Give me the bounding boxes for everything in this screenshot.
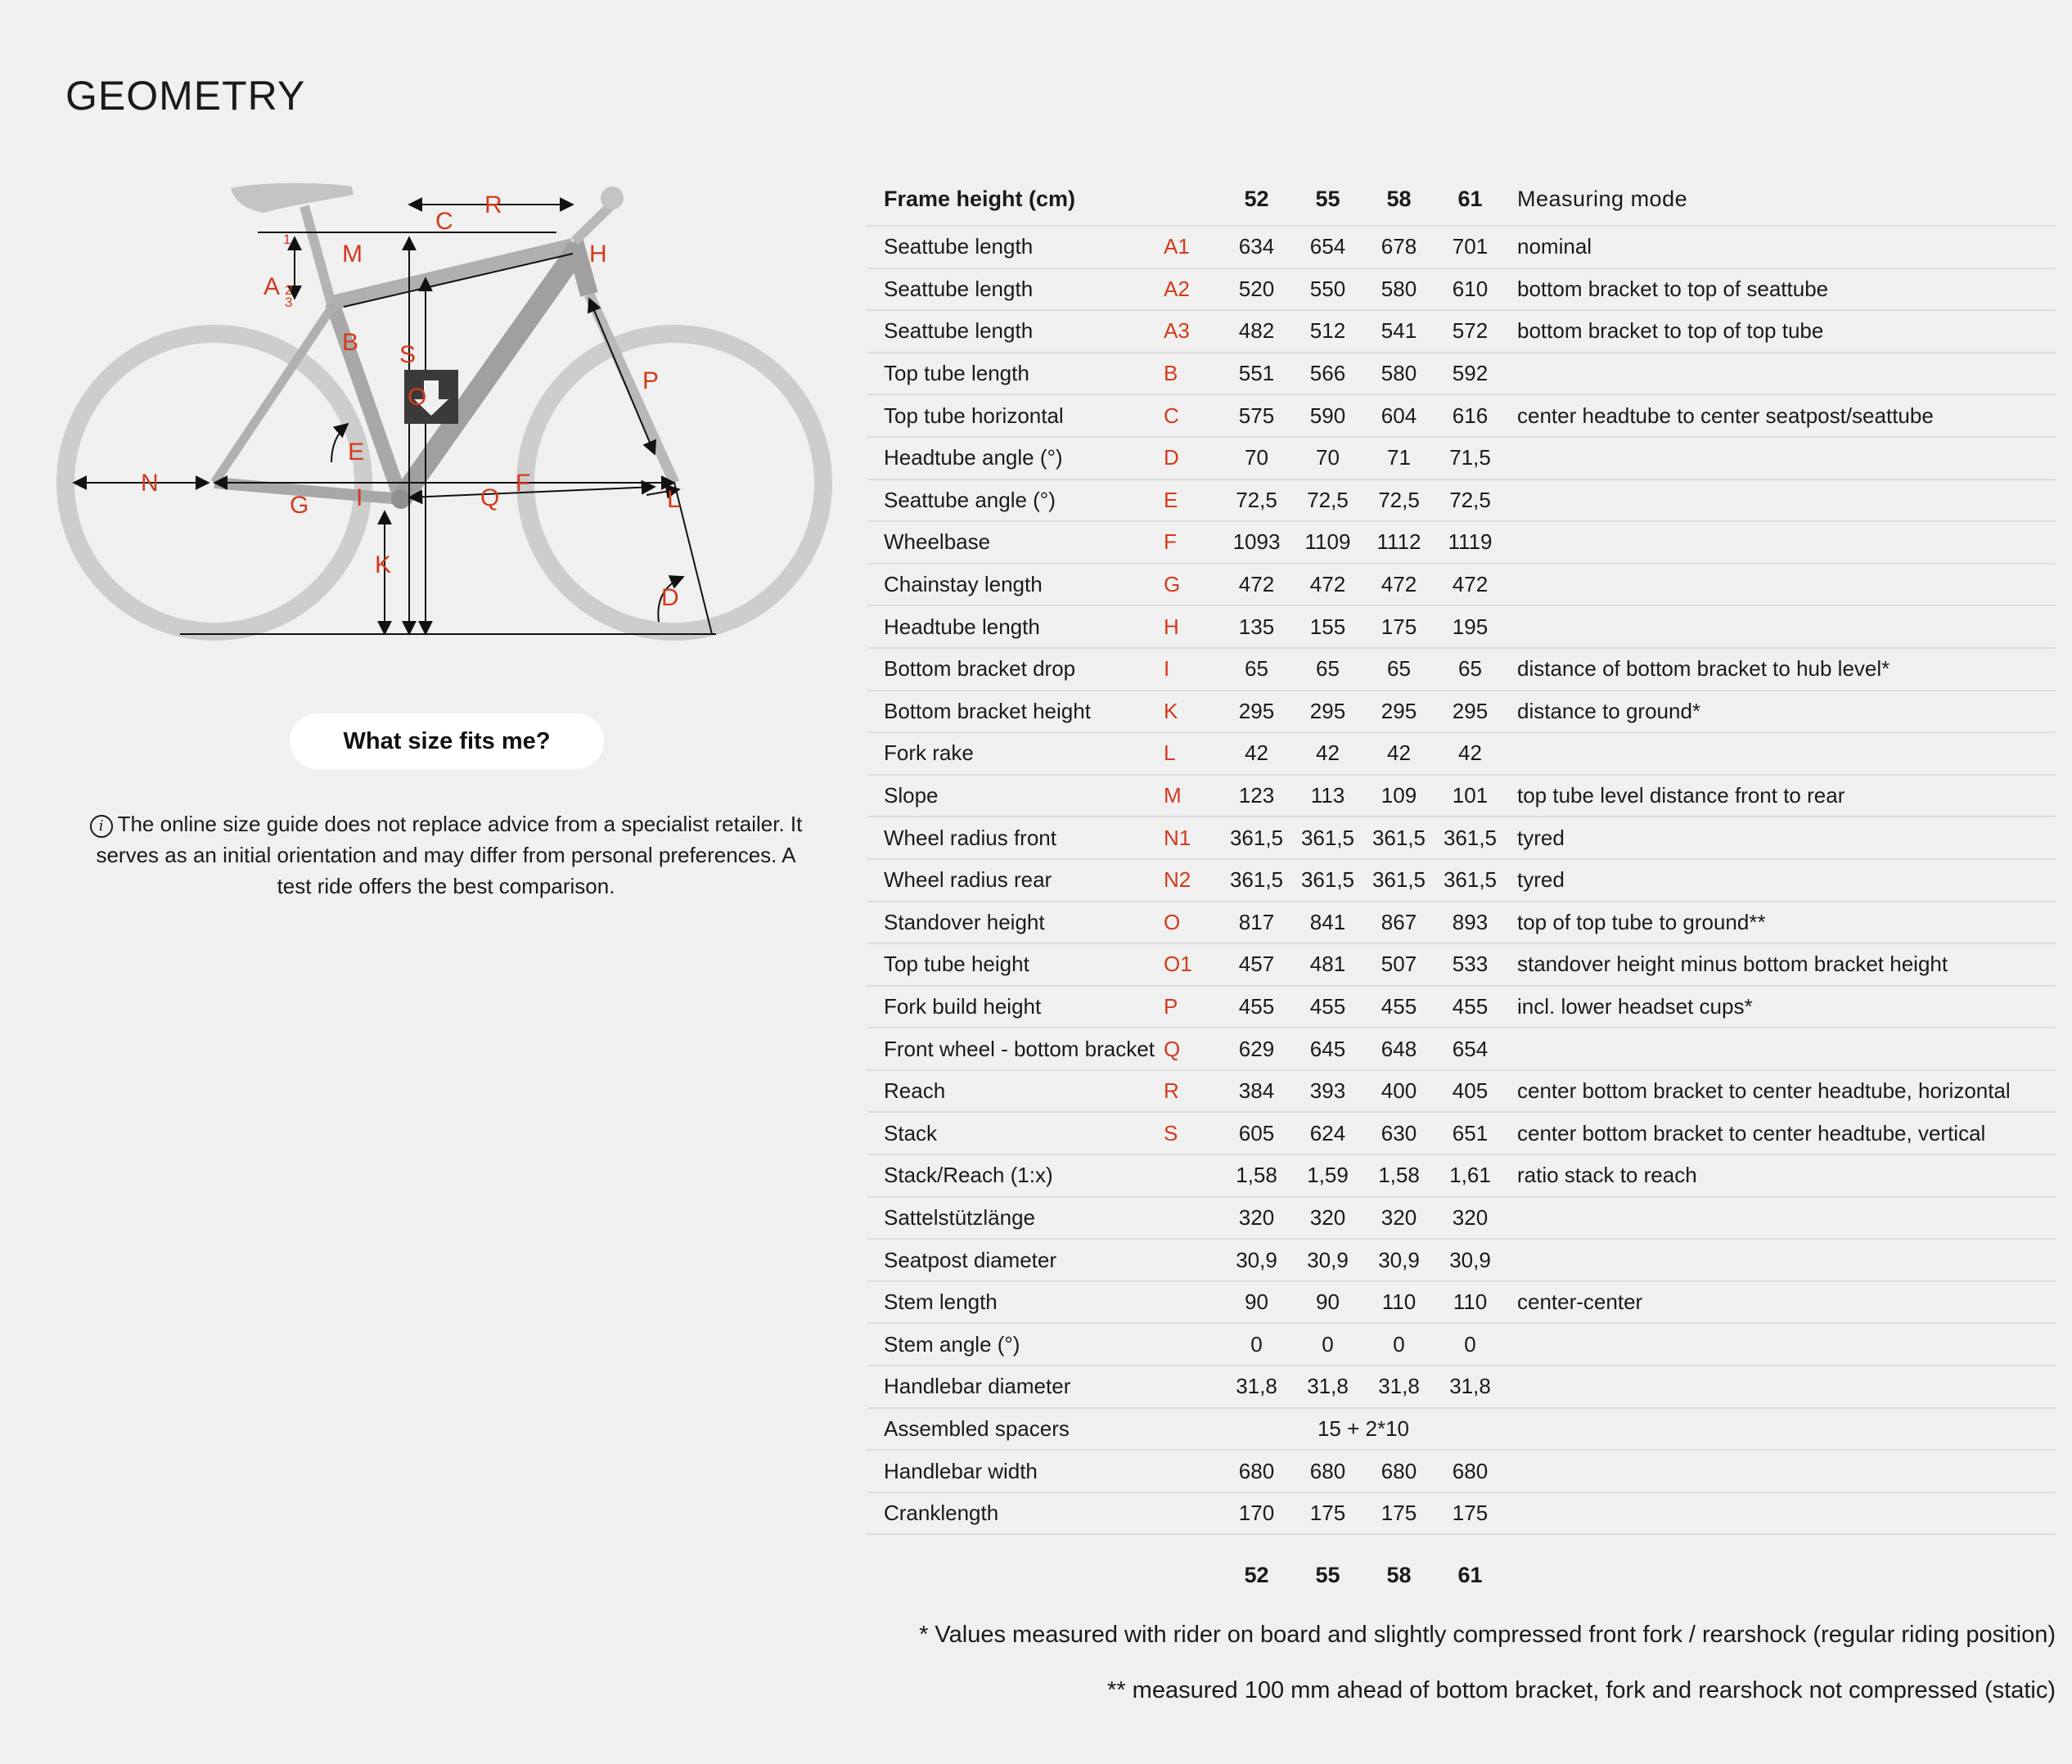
row-value: 0	[1393, 1331, 1405, 1357]
table-row	[867, 564, 2056, 606]
label-g: G	[290, 492, 309, 519]
table-row	[867, 1281, 2056, 1324]
row-value: 30,9	[1307, 1247, 1349, 1272]
row-code	[1164, 1154, 1221, 1197]
footnote-single-asterisk: * Values measured with rider on board and slightly compressed front fork / rearshock (regular riding position)	[919, 1622, 2056, 1648]
row-value: 575	[1238, 403, 1275, 428]
saddle	[231, 183, 354, 213]
row-label: Top tube horizontal	[884, 403, 1064, 428]
row-value: 72,5	[1307, 487, 1349, 512]
row-code: F	[1164, 529, 1177, 555]
row-value: 361,5	[1300, 825, 1355, 850]
size-footer: 58	[1386, 1563, 1412, 1588]
row-label: Stack/Reach (1:x)	[884, 1163, 1053, 1188]
row-value: 841	[1309, 909, 1346, 934]
label-p: P	[642, 367, 660, 394]
table-row	[867, 1197, 2056, 1240]
row-value: 361,5	[1372, 867, 1426, 893]
row-value: 65	[1387, 656, 1411, 682]
label-l: L	[667, 486, 681, 513]
row-code	[1164, 1408, 1221, 1451]
row-measuring-mode	[1506, 1408, 2056, 1451]
row-value: 1093	[1232, 529, 1281, 555]
row-measuring-mode	[1506, 1239, 2056, 1281]
row-value: 70	[1316, 445, 1340, 470]
row-value: 616	[1452, 403, 1489, 428]
row-label: Fork build height	[884, 993, 1042, 1019]
table-row	[867, 1450, 2056, 1492]
row-value: 566	[1309, 361, 1346, 386]
row-value: 1109	[1304, 529, 1351, 555]
row-value: 295	[1452, 698, 1489, 723]
label-a-sub2: 2	[285, 282, 293, 298]
row-measuring-mode: bottom bracket to top of seattube	[1517, 276, 1829, 301]
row-value: 170	[1238, 1501, 1275, 1526]
row-code: Q	[1164, 1036, 1181, 1061]
table-row	[867, 437, 2056, 479]
row-measuring-mode: top tube level distance front to rear	[1517, 783, 1845, 808]
row-value: 31,8	[1449, 1374, 1491, 1399]
row-value: 361,5	[1300, 867, 1355, 893]
row-code: S	[1164, 1120, 1178, 1145]
row-value: 605	[1238, 1120, 1275, 1145]
row-value: 175	[1452, 1501, 1489, 1526]
row-measuring-mode	[1506, 1197, 2056, 1240]
table-row	[867, 732, 2056, 775]
row-label: Slope	[884, 783, 939, 808]
row-code	[1164, 1197, 1221, 1240]
row-label: Reach	[884, 1078, 946, 1104]
row-value: 320	[1452, 1204, 1489, 1230]
row-label: Bottom bracket height	[884, 698, 1091, 723]
row-label: Assembled spacers	[884, 1415, 1070, 1441]
size-header: 52	[1244, 187, 1269, 211]
row-value: 42	[1245, 740, 1268, 766]
label-a: A	[264, 273, 281, 300]
row-value: 0	[1464, 1331, 1476, 1357]
row-value: 481	[1309, 952, 1346, 977]
row-value: 457	[1238, 952, 1275, 977]
table-row	[867, 394, 2056, 437]
row-value: 295	[1238, 698, 1275, 723]
row-code: L	[1164, 740, 1176, 766]
row-value: 320	[1381, 1204, 1417, 1230]
table-row	[867, 1070, 2056, 1113]
row-label: Top tube length	[884, 361, 1029, 386]
row-value: 195	[1452, 614, 1489, 639]
label-m: M	[342, 241, 363, 268]
row-value: 135	[1238, 614, 1275, 639]
row-value: 110	[1381, 1289, 1417, 1315]
row-value: 654	[1452, 1036, 1489, 1061]
label-o: O	[408, 384, 427, 411]
size-header: 55	[1315, 187, 1340, 211]
row-measuring-mode	[1506, 605, 2056, 648]
row-value: 512	[1309, 318, 1346, 344]
row-code: H	[1164, 614, 1179, 639]
table-row	[867, 1239, 2056, 1281]
handlebar	[601, 187, 624, 209]
row-label: Stack	[884, 1120, 938, 1145]
row-value: 551	[1238, 361, 1275, 386]
row-measuring-mode: nominal	[1517, 234, 1592, 259]
row-value: 654	[1309, 234, 1346, 259]
headtube	[574, 241, 589, 295]
row-value: 507	[1381, 952, 1417, 977]
row-label: Bottom bracket drop	[884, 656, 1076, 682]
row-value: 1119	[1448, 529, 1493, 555]
row-value: 580	[1381, 361, 1417, 386]
row-value: 110	[1453, 1289, 1488, 1315]
table-row	[867, 521, 2056, 564]
table-row	[867, 1323, 2056, 1366]
row-value: 1,59	[1307, 1163, 1349, 1188]
row-code: N1	[1164, 825, 1191, 850]
row-measuring-mode	[1506, 732, 2056, 775]
row-code: R	[1164, 1078, 1179, 1104]
table-row	[867, 605, 2056, 648]
row-label: Cranklength	[884, 1501, 999, 1526]
bottom-bracket	[391, 489, 411, 509]
row-value: 71,5	[1449, 445, 1491, 470]
row-value: 295	[1381, 698, 1417, 723]
row-value: 680	[1309, 1458, 1346, 1483]
row-value: 30,9	[1236, 1247, 1277, 1272]
row-code: P	[1164, 993, 1178, 1019]
row-value: 155	[1309, 614, 1346, 639]
row-value: 123	[1238, 783, 1275, 808]
code-header	[1164, 173, 1221, 226]
label-h: H	[589, 241, 607, 268]
row-value: 320	[1238, 1204, 1275, 1230]
row-value: 541	[1381, 318, 1417, 344]
row-measuring-mode	[1506, 353, 2056, 395]
disclaimer-text: The online size guide does not replace advice from a specialist retailer. It serves as an initial orientation and may differ from personal preferences. A test ride offers the best comparison.	[96, 812, 803, 898]
row-measuring-mode: distance of bottom bracket to hub level*	[1517, 656, 1890, 682]
row-label: Stem angle (°)	[884, 1331, 1020, 1357]
table-row	[867, 1112, 2056, 1154]
label-r: R	[484, 191, 502, 218]
label-a-sub1: 1	[283, 232, 291, 247]
row-value: 590	[1309, 403, 1346, 428]
row-label: Chainstay length	[884, 572, 1043, 597]
row-measuring-mode	[1506, 437, 2056, 479]
row-value: 295	[1309, 698, 1346, 723]
label-d: D	[661, 584, 679, 611]
row-value: 0	[1250, 1331, 1263, 1357]
row-value: 678	[1381, 234, 1417, 259]
row-label: Front wheel - bottom bracket	[884, 1036, 1155, 1061]
row-measuring-mode: ratio stack to reach	[1517, 1163, 1697, 1188]
row-code: C	[1164, 403, 1179, 428]
row-value: 65	[1245, 656, 1268, 682]
label-s: S	[399, 341, 417, 368]
row-label: Sattelstützlänge	[884, 1204, 1036, 1230]
row-code	[1164, 1323, 1221, 1366]
row-value: 455	[1238, 993, 1275, 1019]
row-measuring-mode: tyred	[1517, 867, 1565, 893]
row-measuring-mode	[1506, 1492, 2056, 1535]
row-value: 482	[1238, 318, 1275, 344]
row-measuring-mode	[1506, 1028, 2056, 1070]
size-footer: 55	[1315, 1563, 1340, 1588]
row-value: 65	[1458, 656, 1482, 682]
row-value: 520	[1238, 276, 1275, 301]
row-value: 72,5	[1236, 487, 1277, 512]
table-row	[867, 1408, 2056, 1451]
size-footer: 61	[1457, 1563, 1483, 1588]
row-value: 680	[1452, 1458, 1489, 1483]
row-value: 361,5	[1372, 825, 1426, 850]
row-value: 472	[1309, 572, 1346, 597]
row-value: 72,5	[1449, 487, 1491, 512]
row-value: 113	[1310, 783, 1345, 808]
row-value: 580	[1381, 276, 1417, 301]
row-code: I	[1164, 656, 1170, 682]
row-value: 472	[1238, 572, 1275, 597]
row-code: A1	[1164, 234, 1190, 259]
row-label: Top tube height	[884, 952, 1029, 977]
row-value: 629	[1238, 1036, 1275, 1061]
row-code: K	[1164, 698, 1178, 723]
row-label: Seattube angle (°)	[884, 487, 1056, 512]
label-c: C	[435, 208, 453, 235]
size-finder-button[interactable]: What size fits me?	[290, 713, 604, 769]
row-value: 1,58	[1236, 1163, 1277, 1188]
label-i: I	[356, 484, 363, 511]
row-code: A2	[1164, 276, 1190, 301]
row-value: 15 + 2*10	[1317, 1415, 1410, 1441]
row-code	[1164, 1239, 1221, 1281]
row-measuring-mode: center headtube to center seatpost/seattube	[1517, 403, 1934, 428]
row-value: 65	[1316, 656, 1340, 682]
row-measuring-mode	[1506, 564, 2056, 606]
row-label: Headtube length	[884, 614, 1040, 639]
row-value: 701	[1452, 234, 1489, 259]
row-value: 648	[1381, 1036, 1417, 1061]
row-value: 624	[1309, 1120, 1346, 1145]
table-row	[867, 268, 2056, 311]
row-label: Standover height	[884, 909, 1045, 934]
row-measuring-mode: standover height minus bottom bracket height	[1517, 952, 1948, 977]
row-value: 72,5	[1378, 487, 1420, 512]
row-code: G	[1164, 572, 1181, 597]
dimension-labels	[141, 191, 681, 611]
row-measuring-mode: tyred	[1517, 825, 1565, 850]
row-value: 31,8	[1236, 1374, 1277, 1399]
info-icon: i	[90, 815, 113, 838]
row-value: 610	[1452, 276, 1489, 301]
row-label: Seatpost diameter	[884, 1247, 1057, 1272]
row-value: 680	[1238, 1458, 1275, 1483]
row-value: 604	[1381, 403, 1417, 428]
table-row	[867, 310, 2056, 353]
row-value: 630	[1381, 1120, 1417, 1145]
geometry-table	[867, 173, 2056, 1616]
row-value: 42	[1387, 740, 1411, 766]
row-value: 592	[1452, 361, 1489, 386]
size-header: 58	[1386, 187, 1412, 211]
row-value: 30,9	[1449, 1247, 1491, 1272]
row-value: 533	[1452, 952, 1489, 977]
row-value: 0	[1322, 1331, 1334, 1357]
row-code: E	[1164, 487, 1178, 512]
row-value: 175	[1309, 1501, 1346, 1526]
row-value: 361,5	[1229, 825, 1284, 850]
row-code	[1164, 1366, 1221, 1408]
bike-geometry-svg	[49, 164, 835, 655]
row-value: 472	[1381, 572, 1417, 597]
row-value: 320	[1309, 1204, 1346, 1230]
row-label: Handlebar width	[884, 1458, 1038, 1483]
size-guide-disclaimer	[82, 808, 810, 902]
row-value: 1112	[1376, 529, 1421, 555]
table-header-row	[867, 173, 2056, 226]
row-value: 645	[1309, 1036, 1346, 1061]
footnote-double-asterisk: ** measured 100 mm ahead of bottom bracket, fork and rearshock not compressed (static)	[1107, 1677, 2056, 1703]
row-value: 101	[1452, 783, 1489, 808]
label-q: Q	[480, 484, 500, 511]
row-value: 361,5	[1443, 867, 1498, 893]
label-f: F	[516, 470, 531, 497]
table-row	[867, 817, 2056, 859]
row-value: 1,58	[1378, 1163, 1420, 1188]
dimension-lines	[74, 205, 712, 634]
row-code: M	[1164, 783, 1182, 808]
row-label: Seattube length	[884, 234, 1034, 259]
row-value: 400	[1381, 1078, 1417, 1104]
row-value: 71	[1387, 445, 1411, 470]
row-value: 31,8	[1307, 1374, 1349, 1399]
row-code	[1164, 1492, 1221, 1535]
row-value: 361,5	[1229, 867, 1284, 893]
row-measuring-mode: incl. lower headset cups*	[1517, 993, 1753, 1019]
table-row	[867, 648, 2056, 691]
row-value: 455	[1381, 993, 1417, 1019]
row-value: 455	[1309, 993, 1346, 1019]
table-row	[867, 691, 2056, 733]
row-value: 817	[1238, 909, 1275, 934]
row-value: 109	[1381, 783, 1417, 808]
row-label: Wheel radius front	[884, 825, 1056, 850]
row-measuring-mode: top of top tube to ground**	[1517, 909, 1766, 934]
table-row	[867, 902, 2056, 944]
row-value: 30,9	[1378, 1247, 1420, 1272]
row-value: 1,61	[1449, 1163, 1491, 1188]
row-measuring-mode: bottom bracket to top of top tube	[1517, 318, 1824, 344]
row-value: 867	[1381, 909, 1417, 934]
table-row	[867, 986, 2056, 1028]
table-row	[867, 226, 2056, 268]
row-value: 90	[1316, 1289, 1340, 1315]
row-label: Stem length	[884, 1289, 998, 1315]
row-code: N2	[1164, 867, 1191, 893]
table-row	[867, 479, 2056, 522]
frame-height-header: Frame height (cm)	[884, 187, 1076, 211]
row-value: 634	[1238, 234, 1275, 259]
row-label: Headtube angle (°)	[884, 445, 1063, 470]
row-value: 405	[1452, 1078, 1489, 1104]
row-value: 175	[1381, 1501, 1417, 1526]
row-code	[1164, 1281, 1221, 1324]
table-row	[867, 1154, 2056, 1197]
table-body	[867, 226, 2056, 1534]
row-measuring-mode	[1506, 1323, 2056, 1366]
row-code: A3	[1164, 318, 1190, 344]
label-a-sub3: 3	[285, 295, 293, 310]
stem	[574, 203, 614, 241]
size-header: 61	[1457, 187, 1483, 211]
row-measuring-mode: distance to ground*	[1517, 698, 1701, 723]
row-value: 90	[1245, 1289, 1268, 1315]
row-value: 175	[1381, 614, 1417, 639]
label-e: E	[348, 439, 365, 466]
row-value: 42	[1458, 740, 1482, 766]
row-value: 680	[1381, 1458, 1417, 1483]
row-code: B	[1164, 361, 1178, 386]
label-b: B	[342, 329, 359, 356]
row-value: 455	[1452, 993, 1489, 1019]
row-code: O1	[1164, 952, 1192, 977]
row-measuring-mode: center-center	[1517, 1289, 1643, 1315]
row-value: 893	[1452, 909, 1489, 934]
table-row	[867, 1028, 2056, 1070]
row-value: 550	[1309, 276, 1346, 301]
seatpost	[304, 206, 332, 307]
row-value: 42	[1316, 740, 1340, 766]
row-label: Wheel radius rear	[884, 867, 1052, 893]
table-row	[867, 353, 2056, 395]
row-value: 651	[1452, 1120, 1489, 1145]
page-title: GEOMETRY	[65, 73, 306, 119]
geometry-diagram	[49, 164, 835, 655]
row-measuring-mode	[1506, 1366, 2056, 1408]
row-code: O	[1164, 909, 1181, 934]
row-code: D	[1164, 445, 1179, 470]
row-value: 70	[1245, 445, 1268, 470]
row-value: 572	[1452, 318, 1489, 344]
table-row	[867, 775, 2056, 817]
row-label: Handlebar diameter	[884, 1374, 1071, 1399]
row-value: 472	[1452, 572, 1489, 597]
fork	[589, 295, 674, 483]
label-k: K	[375, 551, 392, 578]
table-row	[867, 1366, 2056, 1408]
row-measuring-mode: center bottom bracket to center headtube, vertical	[1517, 1120, 1986, 1145]
row-value: 31,8	[1378, 1374, 1420, 1399]
table-row	[867, 859, 2056, 902]
table-row	[867, 1492, 2056, 1535]
row-measuring-mode	[1506, 521, 2056, 564]
row-label: Seattube length	[884, 276, 1034, 301]
label-n: N	[141, 470, 159, 497]
row-value: 384	[1238, 1078, 1275, 1104]
row-value: 393	[1309, 1078, 1346, 1104]
row-label: Seattube length	[884, 318, 1034, 344]
row-measuring-mode: center bottom bracket to center headtube, horizontal	[1517, 1078, 2011, 1104]
measuring-mode-header: Measuring mode	[1517, 187, 1688, 211]
row-label: Fork rake	[884, 740, 974, 766]
row-measuring-mode	[1506, 479, 2056, 522]
row-value: 361,5	[1443, 825, 1498, 850]
row-measuring-mode	[1506, 1450, 2056, 1492]
row-label: Wheelbase	[884, 529, 991, 555]
size-footer: 52	[1244, 1563, 1269, 1588]
table-row	[867, 943, 2056, 986]
table-footer-row	[867, 1534, 2056, 1616]
row-code	[1164, 1450, 1221, 1492]
